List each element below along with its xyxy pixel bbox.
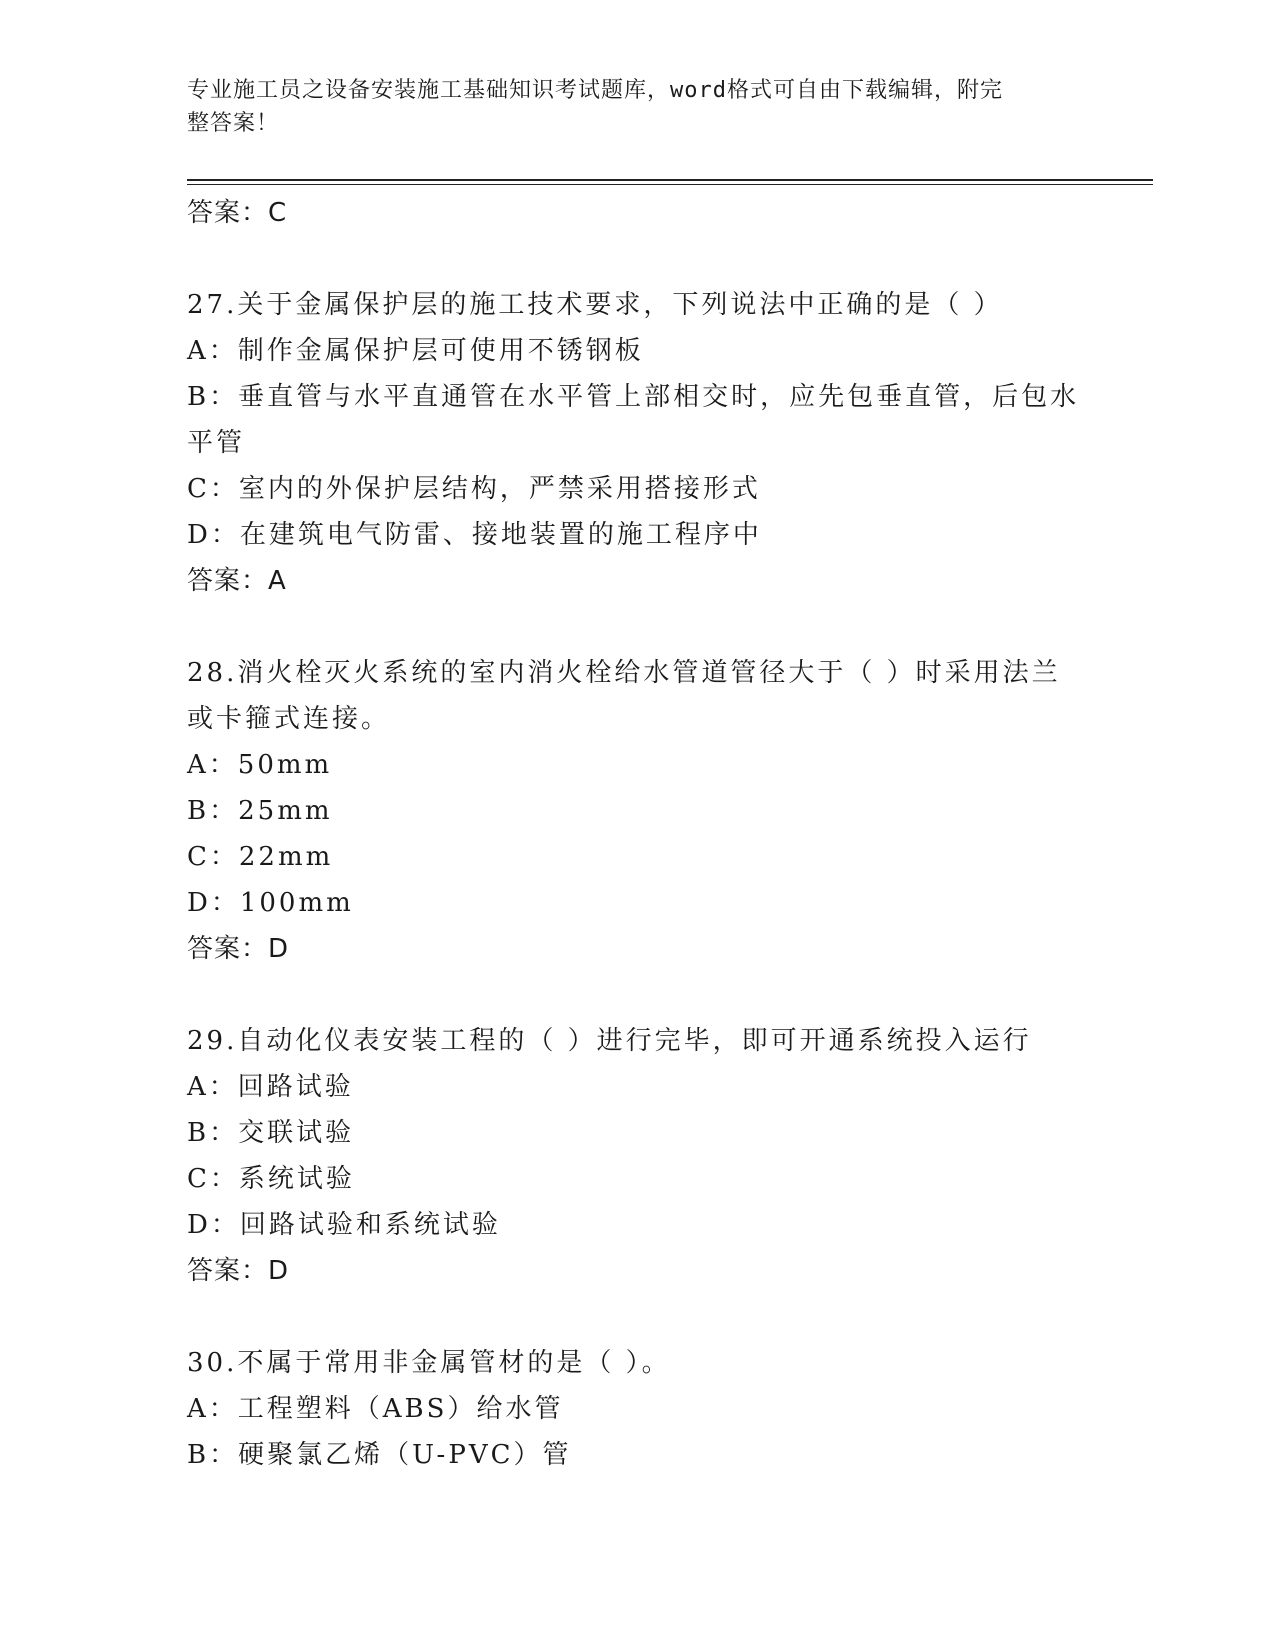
option-a: A：制作金属保护层可使用不锈钢板	[187, 336, 644, 366]
header-divider-thick	[187, 179, 1153, 181]
option-d: D：回路试验和系统试验	[187, 1210, 501, 1240]
question-28	[187, 650, 1087, 972]
document-header	[187, 74, 1087, 140]
answer-line: 答案：C	[187, 198, 288, 228]
option-a: A：50mm	[187, 750, 333, 780]
option-a: A：工程塑料（ABS）给水管	[187, 1394, 564, 1424]
question-30	[187, 1340, 1087, 1478]
answer-line: 答案：A	[187, 566, 287, 596]
option-b: B：交联试验	[187, 1118, 355, 1148]
question-stem: 29.自动化仪表安装工程的（ ）进行完毕，即可开通系统投入运行	[187, 1026, 1032, 1056]
question-list	[187, 190, 1087, 1478]
question-stem: 28.消火栓灭火系统的室内消火栓给水管道管径大于（ ）时采用法兰或卡箍式连接。	[187, 658, 1061, 734]
header-line-2: 整答案！	[187, 111, 280, 136]
answer-line: 答案：D	[187, 934, 290, 964]
option-d: D：在建筑电气防雷、接地装置的施工程序中	[187, 520, 762, 550]
option-b: B：垂直管与水平直通管在水平管上部相交时，应先包垂直管，后包水平管	[187, 382, 1080, 458]
question-stem: 30.不属于常用非金属管材的是（ ）。	[187, 1348, 671, 1378]
answer-line: 答案：D	[187, 1256, 290, 1286]
option-c: C：室内的外保护层结构，严禁采用搭接形式	[187, 474, 761, 504]
option-c: C：22mm	[187, 842, 334, 872]
question-29	[187, 1018, 1087, 1294]
option-b: B：硬聚氯乙烯（U-PVC）管	[187, 1440, 572, 1470]
header-line-1: 专业施工员之设备安装施工基础知识考试题库，word格式可自由下载编辑，附完	[187, 78, 1003, 103]
question-27	[187, 282, 1087, 604]
header-divider-thin	[187, 184, 1153, 185]
option-c: C：系统试验	[187, 1164, 355, 1194]
option-b: B：25mm	[187, 796, 333, 826]
option-d: D：100mm	[187, 888, 354, 918]
question-stem: 27.关于金属保护层的施工技术要求，下列说法中正确的是（ ）	[187, 290, 1003, 320]
option-a: A：回路试验	[187, 1072, 354, 1102]
